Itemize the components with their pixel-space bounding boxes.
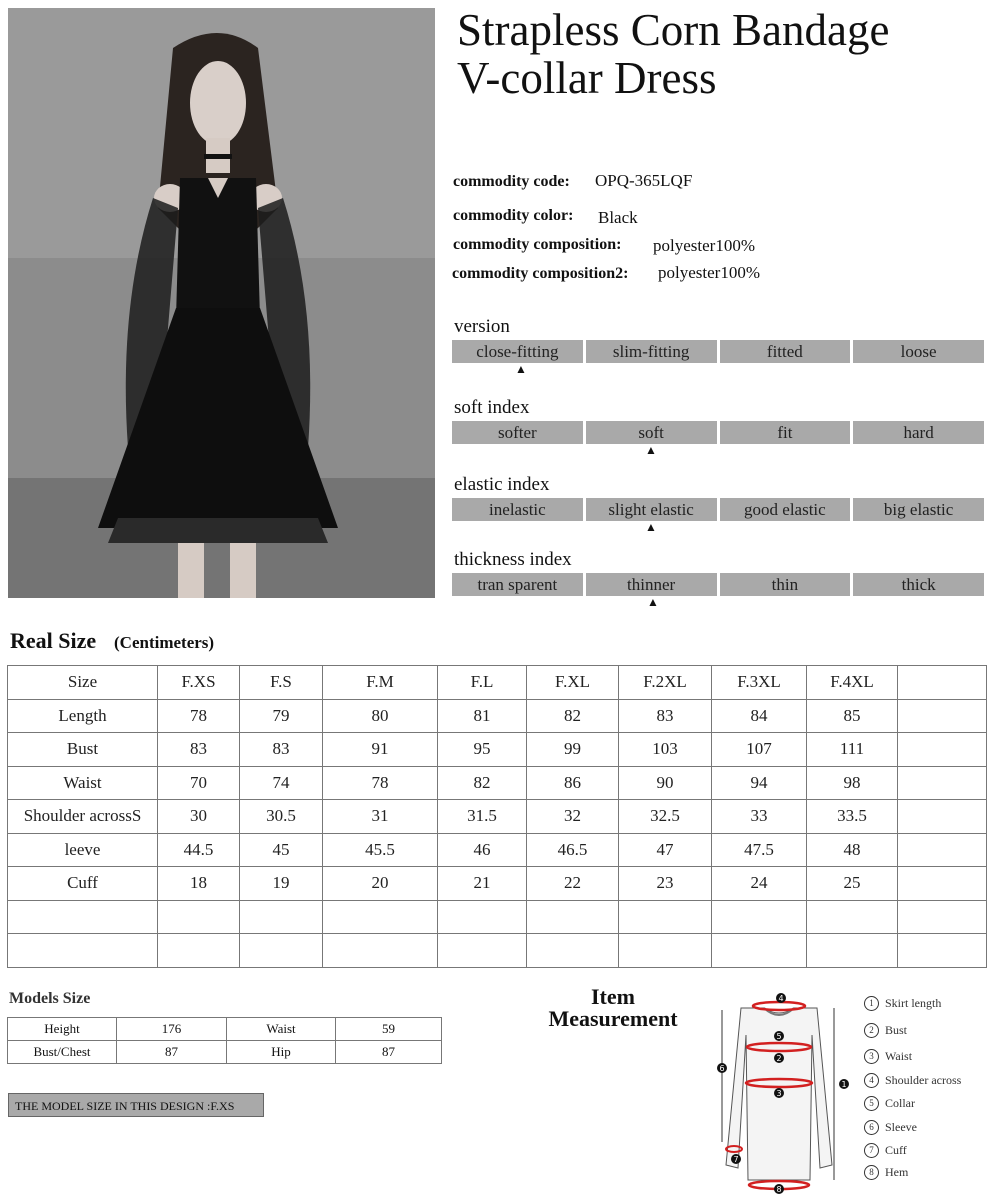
table-cell	[240, 900, 323, 934]
table-cell: 30.5	[240, 800, 323, 834]
version-option: loose	[853, 340, 984, 363]
table-cell: 48	[807, 833, 898, 867]
elastic-index-marker-icon: ▲	[645, 520, 657, 534]
table-cell	[619, 934, 712, 968]
table-cell: 20	[323, 867, 438, 901]
models-size-title: Models Size	[9, 990, 91, 1007]
table-cell	[8, 934, 158, 968]
table-cell: Bust	[8, 733, 158, 767]
table-cell: 32.5	[619, 800, 712, 834]
svg-text:7: 7	[733, 1155, 739, 1164]
legend-number: 1	[864, 996, 879, 1011]
table-cell: 31.5	[438, 800, 527, 834]
legend-number: 5	[864, 1096, 879, 1111]
table-cell: 82	[527, 699, 619, 733]
table-cell	[898, 833, 987, 867]
soft-index-option: softer	[452, 421, 583, 444]
table-cell: 23	[619, 867, 712, 901]
thickness-index-title: thickness index	[454, 549, 572, 570]
product-title-line1: Strapless Corn Bandage	[457, 5, 890, 55]
table-cell: 107	[712, 733, 807, 767]
product-title-line2: V-collar Dress	[457, 53, 717, 103]
table-cell	[619, 900, 712, 934]
table-header-cell: Size	[8, 666, 158, 700]
version-option: fitted	[720, 340, 851, 363]
spec-composition2-value: polyester100%	[658, 263, 760, 282]
product-title	[457, 6, 997, 102]
legend-number: 8	[864, 1165, 879, 1180]
table-row	[227, 1018, 442, 1041]
legend-item	[864, 1049, 912, 1064]
table-cell: 103	[619, 733, 712, 767]
soft-index-option: hard	[853, 421, 984, 444]
svg-text:5: 5	[776, 1032, 782, 1041]
table-cell: Length	[8, 699, 158, 733]
model-measure-label: Waist	[227, 1018, 336, 1041]
table-cell	[438, 934, 527, 968]
model-illustration	[8, 8, 435, 598]
size-table-header-row	[8, 666, 987, 700]
table-cell: 45.5	[323, 833, 438, 867]
size-table	[7, 665, 987, 968]
table-cell	[158, 934, 240, 968]
spec-color-label: commodity color:	[453, 207, 574, 224]
legend-item	[864, 1096, 915, 1111]
legend-item	[864, 1143, 907, 1158]
table-row	[8, 934, 987, 968]
table-header-cell: F.3XL	[712, 666, 807, 700]
measure-badge-6	[717, 1063, 727, 1073]
thickness-index-option: thin	[720, 573, 851, 596]
legend-label: Collar	[885, 1096, 915, 1110]
svg-text:2: 2	[776, 1054, 782, 1063]
table-cell: 46.5	[527, 833, 619, 867]
legend-number: 2	[864, 1023, 879, 1038]
table-row	[227, 1041, 442, 1064]
table-row	[8, 833, 987, 867]
table-cell: 95	[438, 733, 527, 767]
table-row	[8, 1041, 227, 1064]
table-header-cell: F.4XL	[807, 666, 898, 700]
svg-text:3: 3	[776, 1089, 782, 1098]
table-header-cell	[898, 666, 987, 700]
elastic-index-option: inelastic	[452, 498, 583, 521]
product-photo	[8, 8, 435, 598]
legend-label: Sleeve	[885, 1120, 917, 1134]
table-row	[8, 766, 987, 800]
version-option: close-fitting	[452, 340, 583, 363]
table-cell	[323, 934, 438, 968]
elastic-index-scale	[452, 498, 984, 521]
legend-label: Cuff	[885, 1143, 907, 1157]
table-cell: 21	[438, 867, 527, 901]
table-cell	[712, 934, 807, 968]
thickness-index-option: tran sparent	[452, 573, 583, 596]
version-scale	[452, 340, 984, 363]
table-cell	[898, 800, 987, 834]
table-cell	[807, 900, 898, 934]
svg-text:8: 8	[776, 1185, 782, 1194]
table-cell	[712, 900, 807, 934]
table-cell: 47	[619, 833, 712, 867]
table-cell: 19	[240, 867, 323, 901]
soft-index-scale	[452, 421, 984, 444]
table-cell: 74	[240, 766, 323, 800]
table-header-cell: F.S	[240, 666, 323, 700]
table-cell	[240, 934, 323, 968]
dress-measurement-diagram	[712, 990, 862, 1195]
soft-index-marker-icon: ▲	[645, 443, 657, 457]
measure-badge-4	[776, 993, 786, 1003]
table-cell: 91	[323, 733, 438, 767]
models-size-table-right	[226, 1017, 442, 1064]
measure-badge-3	[774, 1088, 784, 1098]
model-measure-value: 87	[117, 1041, 227, 1064]
thickness-index-option: thinner	[586, 573, 717, 596]
table-cell: 70	[158, 766, 240, 800]
spec-composition-value: polyester100%	[653, 236, 755, 255]
item-measurement-title-line2: Measurement	[548, 1006, 678, 1031]
table-cell	[898, 867, 987, 901]
table-cell: 24	[712, 867, 807, 901]
table-cell	[898, 733, 987, 767]
table-row	[8, 699, 987, 733]
table-row	[8, 900, 987, 934]
legend-label: Skirt length	[885, 996, 942, 1010]
table-row	[8, 800, 987, 834]
table-row	[8, 733, 987, 767]
table-header-cell: F.XL	[527, 666, 619, 700]
table-row	[8, 1018, 227, 1041]
table-cell: 83	[240, 733, 323, 767]
table-cell: 25	[807, 867, 898, 901]
model-measure-value: 176	[117, 1018, 227, 1041]
table-cell: 79	[240, 699, 323, 733]
table-cell: 78	[158, 699, 240, 733]
thickness-index-marker-icon: ▲	[647, 595, 659, 609]
legend-label: Bust	[885, 1023, 908, 1037]
spec-composition2-label: commodity composition2:	[452, 265, 629, 282]
table-cell: 45	[240, 833, 323, 867]
table-cell: Shoulder acrossS	[8, 800, 158, 834]
table-cell: 111	[807, 733, 898, 767]
table-cell: 86	[527, 766, 619, 800]
legend-label: Shoulder across	[885, 1073, 962, 1087]
table-cell: Cuff	[8, 867, 158, 901]
table-cell: 84	[712, 699, 807, 733]
table-cell	[898, 699, 987, 733]
table-cell	[527, 900, 619, 934]
real-size-unit: (Centimeters)	[114, 633, 215, 652]
table-cell: 31	[323, 800, 438, 834]
table-cell: 99	[527, 733, 619, 767]
real-size-title: Real Size	[10, 628, 97, 653]
spec-composition-label: commodity composition:	[453, 236, 622, 253]
table-cell	[158, 900, 240, 934]
table-cell: 32	[527, 800, 619, 834]
table-cell: 47.5	[712, 833, 807, 867]
item-measurement-title	[528, 986, 698, 1030]
table-cell	[438, 900, 527, 934]
table-cell	[898, 934, 987, 968]
table-cell	[807, 934, 898, 968]
table-header-cell: F.L	[438, 666, 527, 700]
svg-text:6: 6	[719, 1064, 725, 1073]
table-cell	[8, 900, 158, 934]
table-cell: Waist	[8, 766, 158, 800]
spec-code-value: OPQ-365LQF	[595, 171, 693, 190]
legend-number: 6	[864, 1120, 879, 1135]
model-measure-label: Hip	[227, 1041, 336, 1064]
table-cell: 44.5	[158, 833, 240, 867]
soft-index-option: fit	[720, 421, 851, 444]
legend-item	[864, 996, 941, 1011]
soft-index-option: soft	[586, 421, 717, 444]
spec-code-label: commodity code:	[453, 173, 570, 190]
table-cell	[527, 934, 619, 968]
model-measure-label: Bust/Chest	[8, 1041, 117, 1064]
model-size-note: THE MODEL SIZE IN THIS DESIGN :F.XS	[8, 1093, 264, 1117]
legend-number: 3	[864, 1049, 879, 1064]
legend-number: 4	[864, 1073, 879, 1088]
legend-label: Waist	[885, 1049, 913, 1063]
table-cell: 80	[323, 699, 438, 733]
spec-color-value: Black	[598, 208, 638, 227]
table-cell: 81	[438, 699, 527, 733]
legend-item	[864, 1165, 908, 1180]
measure-badge-5	[774, 1031, 784, 1041]
table-header-cell: F.M	[323, 666, 438, 700]
model-measure-label: Height	[8, 1018, 117, 1041]
elastic-index-option: good elastic	[720, 498, 851, 521]
table-cell: 90	[619, 766, 712, 800]
table-header-cell: F.XS	[158, 666, 240, 700]
model-measure-value: 59	[336, 1018, 442, 1041]
version-option: slim-fitting	[586, 340, 717, 363]
table-cell: 46	[438, 833, 527, 867]
measure-badge-1	[839, 1079, 849, 1089]
legend-item	[864, 1073, 961, 1088]
table-cell: 98	[807, 766, 898, 800]
soft-index-title: soft index	[454, 397, 530, 418]
measure-badge-7	[731, 1154, 741, 1164]
models-size-table-left	[7, 1017, 227, 1064]
table-cell: 85	[807, 699, 898, 733]
table-cell: 83	[619, 699, 712, 733]
legend-number: 7	[864, 1143, 879, 1158]
measure-badge-8	[774, 1184, 784, 1194]
table-cell: 83	[158, 733, 240, 767]
measure-badge-2	[774, 1053, 784, 1063]
table-cell: 30	[158, 800, 240, 834]
shoulder-measure	[753, 1002, 805, 1010]
table-cell: leeve	[8, 833, 158, 867]
table-cell: 94	[712, 766, 807, 800]
svg-text:4: 4	[778, 994, 784, 1003]
version-marker-icon: ▲	[515, 362, 527, 376]
table-cell: 18	[158, 867, 240, 901]
item-measurement-title-line1: Item	[591, 984, 635, 1009]
table-cell: 78	[323, 766, 438, 800]
table-cell	[898, 900, 987, 934]
table-row	[8, 867, 987, 901]
thickness-index-option: thick	[853, 573, 984, 596]
table-cell: 33.5	[807, 800, 898, 834]
legend-label: Hem	[885, 1165, 909, 1179]
table-cell: 22	[527, 867, 619, 901]
model-measure-value: 87	[336, 1041, 442, 1064]
legend-item	[864, 1023, 907, 1038]
table-cell: 82	[438, 766, 527, 800]
thickness-index-scale	[452, 573, 984, 596]
table-cell	[898, 766, 987, 800]
elastic-index-option: big elastic	[853, 498, 984, 521]
svg-text:1: 1	[841, 1080, 847, 1089]
legend-item	[864, 1120, 917, 1135]
elastic-index-title: elastic index	[454, 474, 550, 495]
version-title: version	[454, 316, 510, 337]
elastic-index-option: slight elastic	[586, 498, 717, 521]
table-cell: 33	[712, 800, 807, 834]
table-cell	[323, 900, 438, 934]
table-header-cell: F.2XL	[619, 666, 712, 700]
